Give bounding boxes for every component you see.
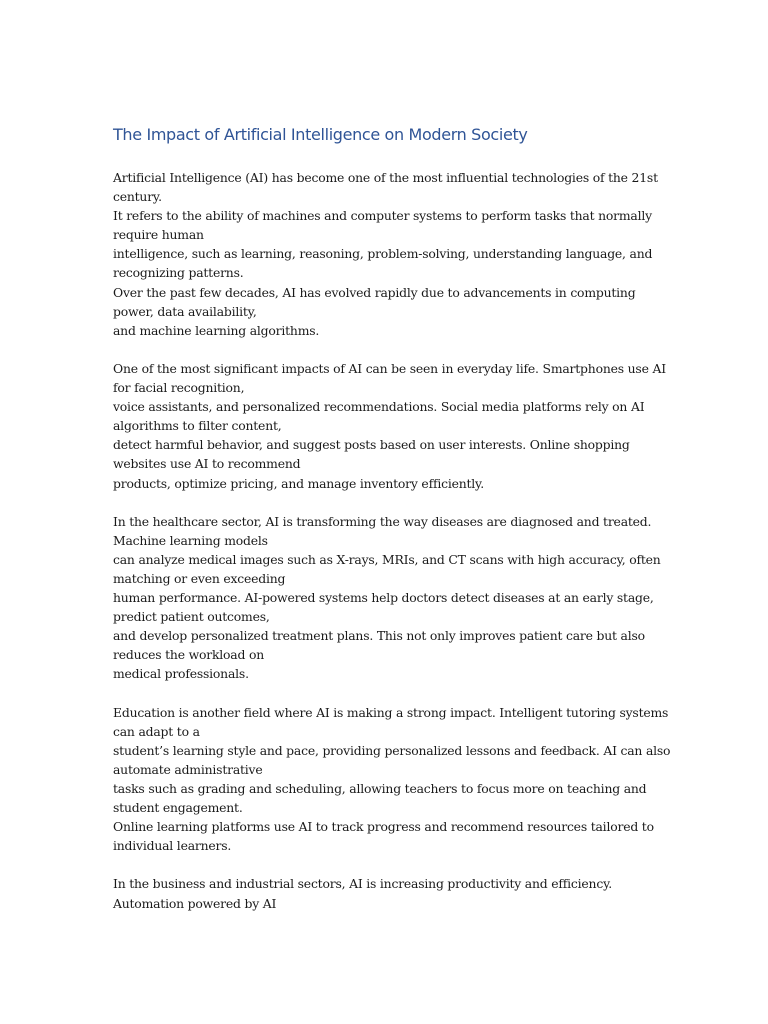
text-line: Automation powered by AI xyxy=(113,895,277,911)
text-line: One of the most significant impacts of AI can be seen in everyday life. Smartphones use AI xyxy=(113,360,666,376)
text-line: It refers to the ability of machines and computer systems to perform tasks that normally xyxy=(113,208,652,224)
text-line: tasks such as grading and scheduling, allowing teachers to focus more on teaching and xyxy=(113,781,647,796)
text-line: for facial recognition, xyxy=(113,380,245,396)
text-line: websites use AI to recommend xyxy=(113,456,301,472)
text-line: Education is another field where AI is making a strong impact. Intelligent tutoring systems xyxy=(113,704,669,720)
paragraph-spacer xyxy=(113,684,658,703)
document-title: The Impact of Artificial Intelligence on Modern Society xyxy=(113,125,528,144)
text-line: matching or even exceeding xyxy=(113,570,286,586)
text-line: can adapt to a xyxy=(113,723,200,739)
text-line: power, data availability, xyxy=(113,303,257,319)
text-line: and machine learning algorithms. xyxy=(113,322,320,338)
text-line: automate administrative xyxy=(113,761,263,777)
text-line: voice assistants, and personalized recommendations. Social media platforms rely on AI xyxy=(113,399,645,415)
paragraph-everyday-life xyxy=(113,359,666,493)
text-line: Artificial Intelligence (AI) has become one of the most influential technologies of the 21st xyxy=(113,170,658,185)
text-line: algorithms to filter content, xyxy=(113,418,282,434)
text-line: reduces the workload on xyxy=(113,647,264,663)
paragraph-business xyxy=(113,874,658,912)
text-line: In the healthcare sector, AI is transforming the way diseases are diagnosed and treated. xyxy=(113,513,652,529)
text-line: human performance. AI-powered systems help doctors detect diseases at an early stage, xyxy=(113,590,654,606)
paragraph-spacer xyxy=(113,493,658,512)
text-line: products, optimize pricing, and manage inventory efficiently. xyxy=(113,475,484,491)
text-line: individual learners. xyxy=(113,838,232,854)
text-line: century. xyxy=(113,189,162,205)
paragraph-education xyxy=(113,703,671,856)
text-line: student engagement. xyxy=(113,800,243,816)
text-line: medical professionals. xyxy=(113,666,249,682)
document-body xyxy=(113,168,671,913)
text-line: can analyze medical images such as X-rays, MRIs, and CT scans with high accuracy, often xyxy=(113,551,661,567)
text-line: and develop personalized treatment plans. This not only improves patient care but also xyxy=(113,628,645,644)
text-line: student’s learning style and pace, providing personalized lessons and feedback. AI can also xyxy=(113,742,671,758)
text-line: intelligence, such as learning, reasoning, problem-solving, understanding language, and xyxy=(113,246,653,262)
text-line: require human xyxy=(113,227,204,243)
paragraph-spacer xyxy=(113,855,658,874)
text-line: Online learning platforms use AI to track progress and recommend resources tailored to xyxy=(113,819,654,835)
paragraph-ai-intro xyxy=(113,168,658,340)
text-line: recognizing patterns. xyxy=(113,265,244,281)
text-line: Machine learning models xyxy=(113,532,268,548)
text-line: predict patient outcomes, xyxy=(113,609,270,625)
text-line: In the business and industrial sectors, AI is increasing productivity and efficiency. xyxy=(113,876,612,892)
text-line: detect harmful behavior, and suggest posts based on user interests. Online shopping xyxy=(113,437,630,453)
paragraph-spacer xyxy=(113,340,658,359)
text-line: Over the past few decades, AI has evolved rapidly due to advancements in computing xyxy=(113,284,636,300)
paragraph-healthcare xyxy=(113,512,661,684)
